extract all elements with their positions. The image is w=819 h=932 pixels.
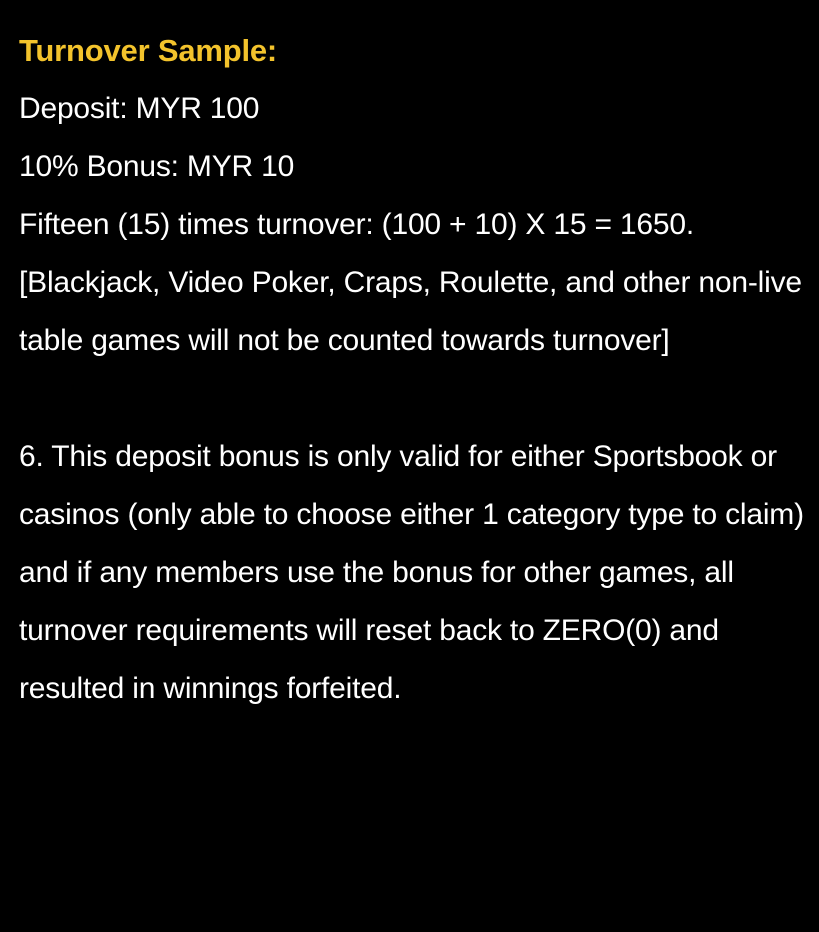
bonus-line: 10% Bonus: MYR 10 (19, 150, 295, 183)
excluded-games-note: [Blackjack, Video Poker, Craps, Roulette, and other non-live table games will not be counted towards turnover] (19, 266, 802, 357)
deposit-line: Deposit: MYR 100 (19, 92, 260, 125)
clause-six-text: 6. This deposit bonus is only valid for either Sportsbook or casinos (only able to choose either 1 category type to claim) and if any members use the bonus for other games, all turnover requirements will reset back to ZERO(0) and resulted in winnings forfeited. (19, 440, 804, 705)
section-spacer (19, 370, 805, 428)
turnover-calculation-line: Fifteen (15) times turnover: (100 + 10) X 15 = 1650. (19, 208, 694, 241)
turnover-sample-section (19, 22, 805, 370)
turnover-sample-heading: Turnover Sample: (19, 33, 278, 68)
clause-six-section (19, 428, 805, 718)
